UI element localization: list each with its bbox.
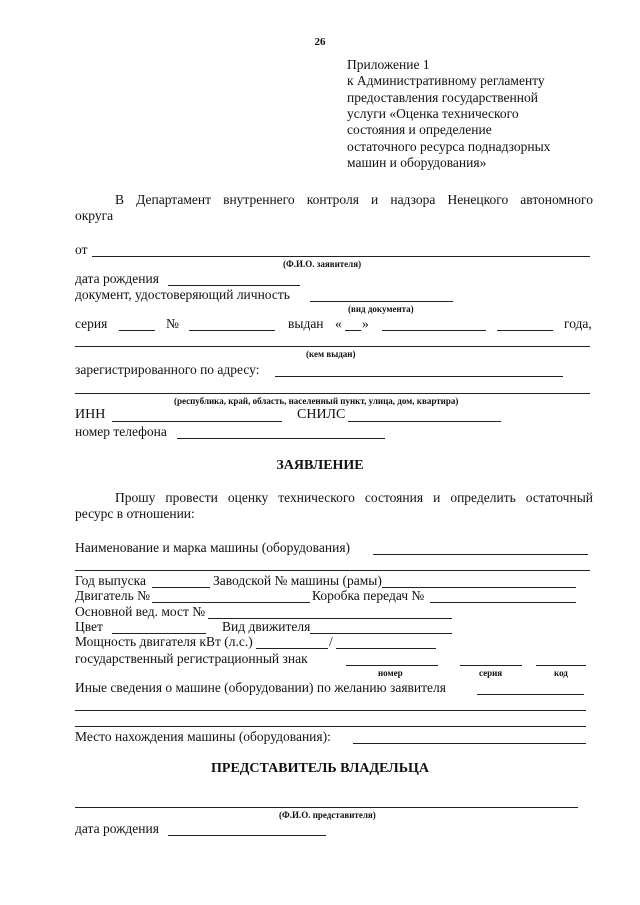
other-info-label: Иные сведения о машине (оборудовании) по желанию заявителя [75,680,446,695]
reg-number-line[interactable] [346,665,438,666]
address-hint: (республика, край, область, населенный пункт, улица, дом, квартира) [174,396,459,406]
inn-line[interactable] [112,421,282,422]
appendix-line: предоставления государственной [347,89,538,105]
number-line[interactable] [189,330,275,331]
reg-code-hint: код [554,668,568,678]
year-label: года, [564,316,592,331]
representative-fio-line[interactable] [75,807,578,808]
id-document-line[interactable] [310,301,453,302]
appendix-line: остаточного ресурса поднадзорных [347,138,551,154]
appendix-line: к Административному регламенту [347,73,545,88]
engine-power-hp-line[interactable] [336,648,436,649]
issued-label: выдан [288,316,324,331]
year-of-manufacture-label: Год выпуска [75,573,146,588]
other-info-line[interactable] [477,694,584,695]
address-line[interactable] [275,376,563,377]
addressee-line: округа [75,208,114,223]
birth-date-label: дата рождения [75,271,159,286]
address-label: зарегистрированного по адресу: [75,362,260,377]
quote-close: » [362,316,369,331]
doc-type-hint: (вид документа) [348,304,414,314]
year-of-manufacture-line[interactable] [152,587,210,588]
statement-title: ЗАЯВЛЕНИЕ [276,458,364,473]
reg-series-hint: серия [479,668,503,678]
from-label: от [75,242,88,257]
other-info-line-3[interactable] [75,726,586,727]
phone-label: номер телефона [75,424,167,439]
machine-location-label: Место нахождения машины (оборудования): [75,729,331,744]
inn-label: ИНН [75,407,106,422]
issued-by-hint: (кем выдан) [306,349,356,359]
id-document-label: документ, удостоверяющий личность [75,287,290,302]
request-line: ресурс в отношении: [75,506,195,521]
reg-series-line[interactable] [460,665,522,666]
snils-line[interactable] [348,421,501,422]
registration-plate-label: государственный регистрационный знак [75,651,308,666]
gearbox-label: Коробка передач № [312,588,425,603]
appendix-block [347,57,607,177]
page-number: 26 [314,36,326,48]
appendix-line: состояния и определение [347,122,492,137]
series-label: серия [75,316,108,331]
applicant-fio-line[interactable] [92,256,590,257]
propulsion-label: Вид движителя [222,619,311,634]
number-label: № [166,316,179,331]
engine-power-label: Мощность двигателя кВт (л.с.) [75,634,253,649]
engine-power-kw-line[interactable] [256,648,328,649]
machine-name-line-2[interactable] [75,570,590,571]
appendix-line: машин и оборудования» [347,155,487,170]
issue-day-line[interactable] [345,330,361,331]
gearbox-line[interactable] [430,602,576,603]
snils-label: СНИЛС [297,407,346,422]
axle-label: Основной вед. мост № [75,604,206,619]
appendix-line: Приложение 1 [347,57,430,72]
series-line[interactable] [119,330,155,331]
reg-code-line[interactable] [536,665,586,666]
engine-line[interactable] [152,602,310,603]
issue-year-line[interactable] [497,330,553,331]
quote-open: « [335,316,342,331]
engine-label: Двигатель № [75,588,151,603]
issue-month-line[interactable] [382,330,486,331]
machine-name-line[interactable] [373,554,588,555]
address-line-2[interactable] [75,393,590,394]
appendix-line: услуги «Оценка технического [347,106,519,121]
other-info-line-2[interactable] [75,710,586,711]
phone-line[interactable] [177,438,385,439]
representative-title: ПРЕДСТАВИТЕЛЬ ВЛАДЕЛЬЦА [211,761,429,776]
birth-date-line[interactable] [168,285,300,286]
serial-number-label: Заводской № машины (рамы) [213,573,382,588]
representative-birth-date-line[interactable] [168,835,326,836]
representative-birth-date-label: дата рождения [75,821,159,836]
fio-hint: (Ф.И.О. заявителя) [283,259,362,269]
power-separator: / [329,634,333,649]
reg-number-hint: номер [378,668,403,678]
addressee-line: В Департамент внутреннего контроля и надзора Ненецкого автономного [115,192,593,207]
color-label: Цвет [75,619,103,634]
issued-by-line[interactable] [75,346,590,347]
machine-location-line[interactable] [353,743,586,744]
request-line: Прошу провести оценку технического состояния и определить остаточный [115,490,593,505]
machine-name-label: Наименование и марка машины (оборудования) [75,540,351,555]
representative-fio-hint: (Ф.И.О. представителя) [279,810,376,820]
